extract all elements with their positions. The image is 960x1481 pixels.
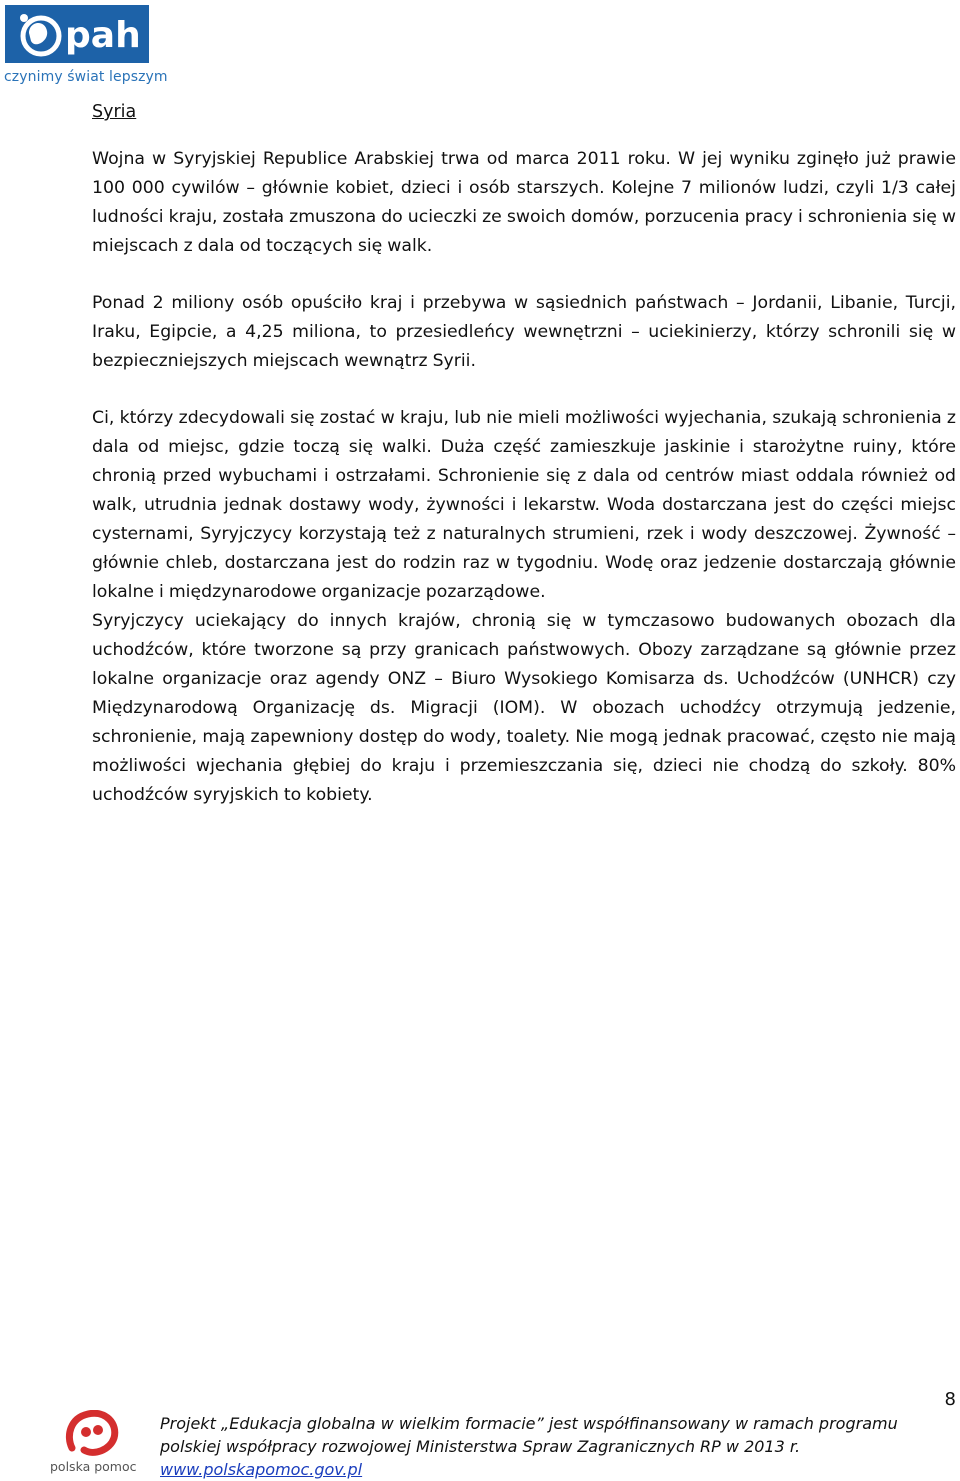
pah-logo xyxy=(5,5,149,63)
paragraph-gap xyxy=(92,261,956,289)
footer-note-text: Projekt „Edukacja globalna w wielkim formacie” jest współfinansowany w ramach programu polskiej współpracy rozwojowej Ministerstwa Spraw Zagranicznych RP w 2013 r. xyxy=(160,1414,898,1456)
document-body xyxy=(92,98,956,810)
paragraph-2: Ponad 2 miliony osób opuściło kraj i przebywa w sąsiednich państwach – Jordanii, Libanie, Turcji, Iraku, Egipcie, a 4,25 miliona, to przesiedleńcy wewnętrzni – uciekinierzy, którzy schronili się w bezpieczniejszych miejscach wewnątrz Syrii. xyxy=(92,293,956,371)
polskapomoc-link[interactable]: www.polskapomoc.gov.pl xyxy=(160,1460,363,1479)
page-number: 8 xyxy=(944,1389,956,1410)
pah-logo-icon xyxy=(5,5,149,63)
footer-note xyxy=(160,1412,920,1481)
paragraph-4: Syryjczycy uciekający do innych krajów, chronią się w tymczasowo budowanych obozach dla uchodźców, które tworzone są przy granicach państwowych. Obozy zarządzane są głównie przez lokalne organizacje oraz agendy ONZ – Biuro Wysokiego Komisarza ds. Uchodźców (UNHCR) czy Międzynarodową Organizację ds. Migracji (IOM). W obozach uchodźcy otrzymują jedzenie, schronienie, mają zapewniony dostęp do wody, toalety. Nie mogą jednak pracować, często nie mają możliwości wjechania głębiej do kraju i przemieszczania się, dzieci nie chodzą do szkoły. 80% uchodźców syryjskich to kobiety. xyxy=(92,611,956,805)
paragraph-1: Wojna w Syryjskiej Republice Arabskiej trwa od marca 2011 roku. W jej wyniku zginęło już prawie 100 000 cywilów – głównie kobiet, dzieci i osób starszych. Kolejne 7 milionów ludzi, czyli 1/3 całej ludności kraju, została zmuszona do ucieczki ze swoich domów, porzucenia pracy i schronienia się w miejscach z dala od toczących się walk. xyxy=(92,149,956,256)
polska-pomoc-logo xyxy=(50,1410,137,1476)
polska-pomoc-label: polska pomoc xyxy=(50,1459,137,1474)
document-title: Syria xyxy=(92,102,137,122)
pah-tagline: czynimy świat lepszym xyxy=(4,69,168,85)
paragraph-gap xyxy=(92,376,956,404)
polska-pomoc-icon xyxy=(64,1410,120,1458)
paragraph-3: Ci, którzy zdecydowali się zostać w kraju, lub nie mieli możliwości wyjechania, szukają schronienia z dala od miejsc, gdzie toczą się walki. Duża część zamieszkuje jaskinie i starożytne ruiny, które chronią przed wybuchami i ostrzałami. Schronienie się z dala od centrów miast oddala również od walk, utrudnia jednak dostawy wody, żywności i lekarstw. Woda dostarczana jest do części miejsc cysternami, Syryjczycy korzystają też z naturalnych strumieni, rzek i wody deszczowej. Żywność – głównie chleb, dostarczana jest do rodzin raz w tygodniu. Wodę oraz jedzenie dostarczają głównie lokalne i międzynarodowe organizacje pozarządowe. xyxy=(92,408,956,602)
svg-text:pah: pah xyxy=(65,15,141,56)
